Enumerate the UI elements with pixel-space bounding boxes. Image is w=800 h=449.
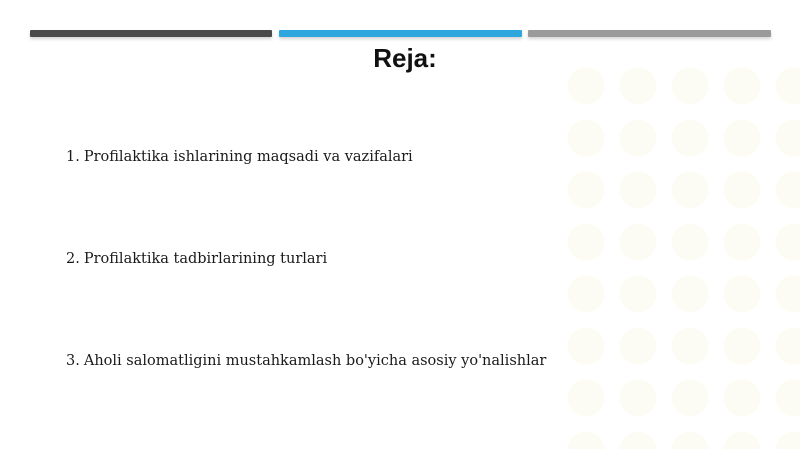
- agenda-item-number: 2.: [66, 251, 80, 267]
- header-bar-dark: [30, 30, 272, 37]
- agenda-item-text: Profilaktika ishlarining maqsadi va vazifalari: [83, 149, 413, 165]
- header-bar-blue: [279, 30, 522, 37]
- agenda-item-2: [66, 249, 327, 269]
- agenda-item-text: Aholi salomatligini mustahkamlash bo'yicha asosiy yo'nalishlar: [83, 353, 547, 369]
- agenda-item-number: 3.: [66, 353, 80, 369]
- agenda-item-1: [66, 147, 413, 167]
- background-pattern: [560, 60, 800, 449]
- agenda-item-number: 1.: [66, 149, 80, 165]
- agenda-item-3: [66, 351, 546, 371]
- slide-title: Reja:: [373, 43, 437, 73]
- header-bar-gray: [528, 30, 771, 37]
- agenda-item-text: Profilaktika tadbirlarining turlari: [83, 251, 328, 267]
